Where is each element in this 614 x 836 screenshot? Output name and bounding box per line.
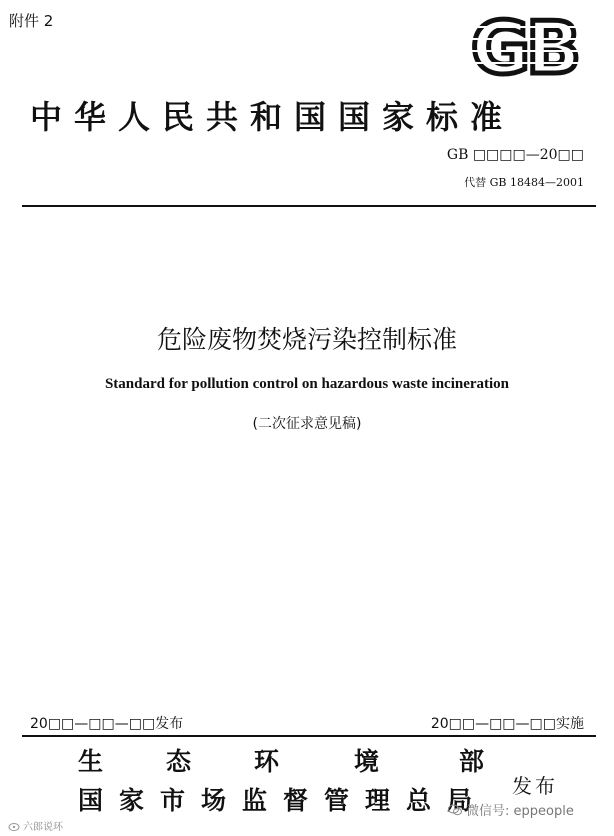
weibo-icon bbox=[8, 821, 20, 831]
issuer-char: 境 bbox=[354, 747, 380, 776]
issuer-char: 环 bbox=[254, 747, 280, 776]
issuer-char: 部 bbox=[459, 747, 485, 776]
bottom-divider bbox=[22, 735, 596, 737]
issuer-market-regulation: 国家市场监督管理总局 bbox=[78, 786, 489, 815]
implementation-date: 20□□—□□—□□实施 bbox=[430, 716, 584, 732]
left-watermark-text: 六郎说环 bbox=[23, 822, 63, 833]
wechat-account: 微信号: eppeople bbox=[466, 804, 574, 819]
wechat-watermark bbox=[448, 800, 574, 819]
top-divider bbox=[22, 205, 596, 207]
left-watermark bbox=[8, 818, 63, 833]
gb-logo bbox=[462, 13, 586, 81]
attachment-label: 附件 2 bbox=[9, 12, 54, 30]
document-title-en: Standard for pollution control on hazardous waste incineration bbox=[104, 376, 510, 392]
logo-text: GB bbox=[471, 13, 577, 81]
country-standard-title: 中华人民共和国国家标准 bbox=[30, 98, 515, 136]
replaces-standard: 代替 GB 18484—2001 bbox=[464, 176, 584, 189]
standard-number: GB □□□□—20□□ bbox=[446, 147, 584, 163]
document-title-zh: 危险废物焚烧污染控制标准 bbox=[156, 325, 457, 354]
issuer-char: 生 bbox=[78, 747, 104, 776]
issue-date: 20□□—□□—□□发布 bbox=[30, 716, 184, 732]
issuer-char: 态 bbox=[166, 747, 192, 776]
draft-note: (二次征求意见稿) bbox=[252, 416, 362, 432]
publish-label: 发布 bbox=[512, 774, 558, 798]
wechat-icon bbox=[448, 804, 462, 816]
